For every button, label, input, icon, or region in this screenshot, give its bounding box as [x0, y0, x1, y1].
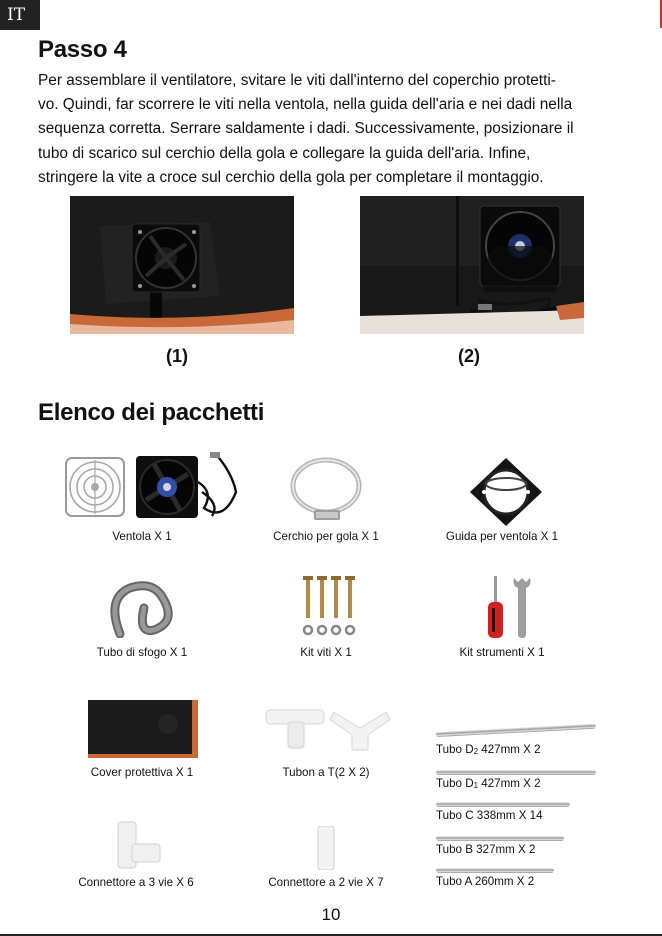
fan-duct-guide-image: [468, 456, 544, 531]
package-list-title: Elenco dei pacchetti: [38, 399, 265, 426]
photo-caption-2: (2): [458, 346, 480, 366]
instruction-line: sequenza corretta. Serrare saldamente i dadi. Successivamente, posizionare il: [38, 120, 574, 138]
screw-kit-image: [296, 574, 360, 643]
tool-kit-image: [484, 574, 534, 645]
step-title: Passo 4: [38, 36, 127, 63]
item-label: Tubon a T(2 X 2): [282, 766, 370, 779]
item-label: Cover protettiva X 1: [90, 766, 194, 779]
three-way-connector-image: [114, 820, 162, 875]
page-number: 10: [321, 905, 341, 924]
item-label: Kit strumenti X 1: [459, 646, 545, 659]
language-tab: IT: [0, 0, 40, 30]
t-tube-image: [264, 702, 392, 757]
item-label: Kit viti X 1: [300, 646, 352, 659]
step-instructions: [38, 69, 630, 190]
instruction-line: Per assemblare il ventilatore, svitare le viti dall'interno del coperchio protetti-: [38, 72, 556, 89]
item-label: Cerchio per gola X 1: [273, 530, 379, 543]
item-label: Tubo di sfogo X 1: [96, 646, 188, 659]
tube-label: Tubo B 327mm X 2: [436, 843, 536, 856]
instruction-line: stringere la vite a croce sul cerchio della gola per completare il montaggio.: [38, 168, 544, 186]
tube-rod: [436, 724, 596, 737]
tube-a: [436, 868, 586, 888]
item-label: Connettore a 2 vie X 7: [268, 876, 384, 889]
photo-caption-1: (1): [166, 346, 188, 366]
item-label: Guida per ventola X 1: [445, 530, 559, 543]
item-label: Connettore a 3 vie X 6: [78, 876, 194, 889]
photo-fan-mounted-front: [70, 196, 294, 334]
exhaust-hose-image: [104, 578, 184, 643]
tube-label: Tubo $D_1$ 427mm X 2: [436, 777, 541, 790]
protective-cover-image: [88, 700, 198, 763]
tube-rod: [436, 868, 554, 873]
tube-rod: [436, 836, 564, 841]
tube-rod: [436, 770, 596, 775]
tube-label: Tubo $D_2$ 427mm X 2: [436, 743, 541, 756]
tube-d2: [436, 732, 586, 756]
fan-with-grill-image: [64, 452, 240, 529]
instruction-line: vo. Quindi, far scorrere le viti nella ventola, nella guida dell'aria e nei dadi nella: [38, 96, 573, 114]
tube-d1: [436, 770, 586, 790]
tube-label: Tubo A 260mm X 2: [436, 875, 535, 888]
two-way-connector-image: [316, 826, 336, 875]
tube-rod: [436, 802, 570, 807]
instruction-line: tubo di scarico sul cerchio della gola e collegare la guida dell'aria. Infine,: [38, 144, 531, 162]
tube-label: Tubo C 338mm X 14: [436, 809, 543, 822]
photo-fan-with-duct: [360, 196, 584, 334]
tube-b: [436, 836, 586, 856]
hose-clamp-image: [288, 456, 364, 531]
item-label: Ventola X 1: [112, 530, 172, 543]
tube-c: [436, 802, 586, 822]
